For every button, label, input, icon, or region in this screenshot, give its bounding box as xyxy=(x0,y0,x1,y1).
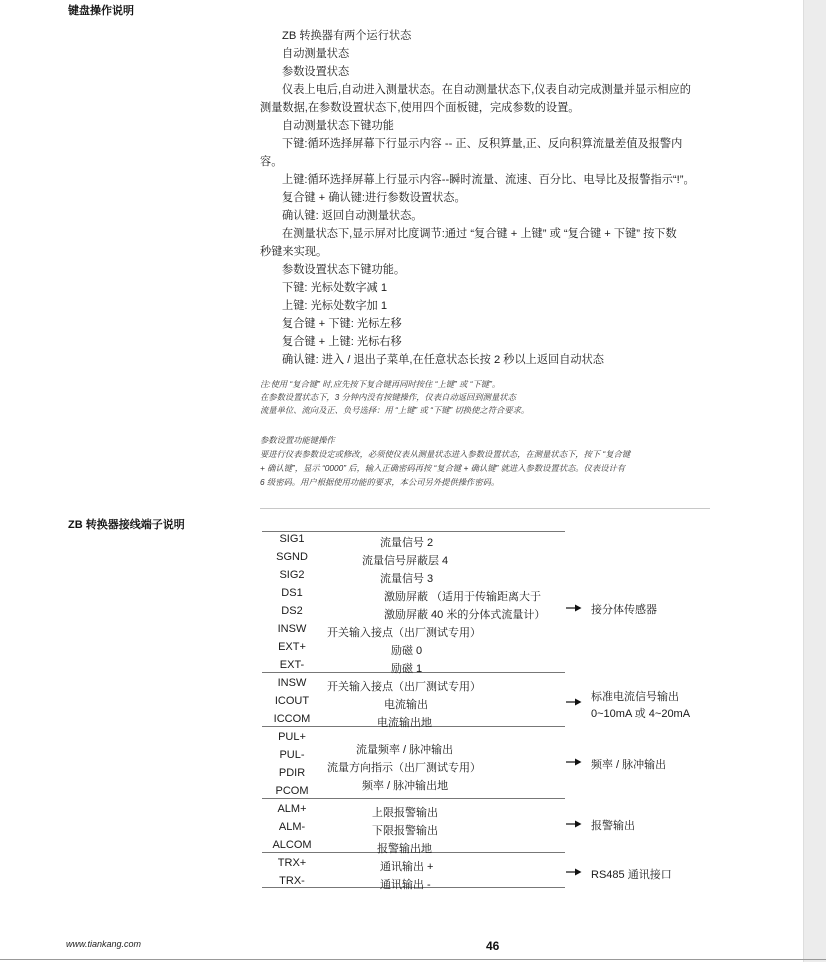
note-line: + 确认键”，显示 “0000” 后，输入正确密码再按 “复合键 + 确认键” 就进入参数设置状态。仪表设计有 xyxy=(260,463,626,473)
terminal-desc: 开关输入接点（出厂测试专用） xyxy=(327,681,481,693)
terminal-desc: 流量频率 / 脉冲输出 xyxy=(356,744,454,756)
terminal-code: PUL+ xyxy=(278,731,306,743)
body-line: 上键: 光标处数字加 1 xyxy=(282,300,388,312)
terminal-code: DS2 xyxy=(281,605,303,617)
keypad-section-title: 键盘操作说明 xyxy=(68,5,134,17)
footer-rule xyxy=(0,959,826,960)
terminal-desc: 流量信号屏蔽层 4 xyxy=(362,555,449,567)
terminal-desc: 通讯输出 - xyxy=(380,879,431,891)
group-label-current: 标准电流信号输出 xyxy=(591,691,679,703)
terminal-desc: 激励屏蔽 40 米的分体式流量计） xyxy=(384,609,546,621)
body-line: 复合键 + 上键: 光标右移 xyxy=(282,336,402,348)
body-line: 复合键 + 确认键:进行参数设置状态。 xyxy=(282,192,466,204)
terminal-desc: 通讯输出 + xyxy=(380,861,434,873)
group-label-sensor: 接分体传感器 xyxy=(591,604,657,616)
body-line: 参数设置状态 xyxy=(282,66,350,78)
terminal-code: SIG2 xyxy=(279,569,305,581)
terminal-desc: 上限报警输出 xyxy=(372,807,438,819)
note-line: 要进行仪表参数设定或修改，必须使仪表从测量状态进入参数设置状态，在测量状态下，按下 “复合键 xyxy=(260,449,631,459)
arrow-right-icon xyxy=(566,758,582,766)
body-line: 自动测量状态 xyxy=(282,48,350,60)
terminal-code: EXT- xyxy=(279,659,305,671)
body-line: 仪表上电后,自动进入测量状态。在自动测量状态下,仪表自动完成测量并显示相应的 xyxy=(282,84,691,96)
footer-url: www.tiankang.com xyxy=(66,939,142,949)
page-number: 46 xyxy=(486,939,500,953)
body-line: ZB 转换器有两个运行状态 xyxy=(282,30,412,42)
terminal-code: ALM+ xyxy=(277,803,307,815)
terminal-code: DS1 xyxy=(281,587,303,599)
terminal-code: SGND xyxy=(276,551,308,563)
group-label-alarm: 报警输出 xyxy=(591,820,635,832)
terminal-desc: 报警输出地 xyxy=(377,843,432,855)
group-label-current-range: 0~10mA 或 4~20mA xyxy=(591,708,691,720)
group-label-pulse: 频率 / 脉冲输出 xyxy=(591,759,667,771)
body-line: 上键:循环选择屏幕上行显示内容--瞬时流量、流速、百分比、电导比及报警指示“!”。 xyxy=(282,174,695,186)
terminal-desc: 激励屏蔽 （适用于传输距离大于 xyxy=(384,591,542,603)
arrow-right-icon xyxy=(566,604,582,612)
arrow-right-icon xyxy=(566,698,582,706)
terminal-desc: 下限报警输出 xyxy=(372,825,438,837)
terminal-desc: 电流输出地 xyxy=(377,717,432,729)
arrow-right-icon xyxy=(566,820,582,828)
terminal-code: ICCOM xyxy=(273,713,311,725)
terminal-code: ICOUT xyxy=(274,695,310,707)
body-line: 在测量状态下,显示屏对比度调节:通过 “复合键 + 上键” 或 “复合键 + 下键” 按下数 xyxy=(282,228,677,240)
terminal-code: TRX- xyxy=(279,875,305,887)
right-margin-bar xyxy=(803,0,826,962)
note-line: 注:使用 “复合键” 时,应先按下复合键再同时按住 “上键” 或 “下键”。 xyxy=(260,379,501,389)
body-line: 测量数据,在参数设置状态下,使用四个面板键，完成参数的设置。 xyxy=(260,102,580,114)
terminal-code: ALM- xyxy=(278,821,306,833)
note-line: 参数设置功能键操作 xyxy=(260,435,335,445)
table-rule xyxy=(262,798,565,799)
body-line: 下键: 光标处数字减 1 xyxy=(282,282,388,294)
terminal-code: ALCOM xyxy=(272,839,312,851)
terminal-code: SIG1 xyxy=(279,533,305,545)
terminal-desc: 电流输出 xyxy=(384,699,428,711)
terminal-desc: 流量信号 2 xyxy=(380,537,434,549)
terminal-code: EXT+ xyxy=(278,641,306,653)
terminal-code: PDIR xyxy=(278,767,306,779)
body-line: 下键:循环选择屏幕下行显示内容 -- 正、反积算量,正、反向积算流量差值及报警内 xyxy=(282,138,683,150)
terminal-code: INSW xyxy=(277,677,307,689)
arrow-right-icon xyxy=(566,868,582,876)
note-line: 在参数设置状态下，3 分钟内没有按键操作，仪表自动返回到测量状态 xyxy=(260,392,516,402)
body-line: 容。 xyxy=(260,156,283,168)
body-line: 确认键: 返回自动测量状态。 xyxy=(282,210,423,222)
terminal-desc: 流量方向指示（出厂测试专用） xyxy=(327,762,481,774)
terminal-code: PCOM xyxy=(275,785,309,797)
note-line: 6 级密码。用户根据使用功能的要求，本公司另外提供操作密码。 xyxy=(260,477,500,487)
terminal-desc: 励磁 1 xyxy=(391,663,423,675)
body-line: 参数设置状态下键功能。 xyxy=(282,264,406,276)
terminal-desc: 频率 / 脉冲输出地 xyxy=(362,780,449,792)
body-line: 复合键 + 下键: 光标左移 xyxy=(282,318,402,330)
section-divider xyxy=(260,508,710,509)
terminal-code: INSW xyxy=(277,623,307,635)
body-line: 自动测量状态下键功能 xyxy=(282,120,394,132)
terminal-code: PUL- xyxy=(279,749,305,761)
terminal-code: TRX+ xyxy=(277,857,307,869)
body-line: 确认键: 进入 / 退出子菜单,在任意状态长按 2 秒以上返回自动状态 xyxy=(282,354,604,366)
body-line: 秒键来实现。 xyxy=(260,246,328,258)
terminal-desc: 流量信号 3 xyxy=(380,573,434,585)
terminal-section-title: ZB 转换器接线端子说明 xyxy=(68,519,185,531)
terminal-desc: 励磁 0 xyxy=(391,645,423,657)
note-line: 流量单位、流向及正、负号选择：用 “上键” 或 “下键” 切换使之符合要求。 xyxy=(260,405,530,415)
table-rule xyxy=(262,531,565,532)
group-label-rs485: RS485 通讯接口 xyxy=(591,869,672,881)
terminal-desc: 开关输入接点（出厂测试专用） xyxy=(327,627,481,639)
